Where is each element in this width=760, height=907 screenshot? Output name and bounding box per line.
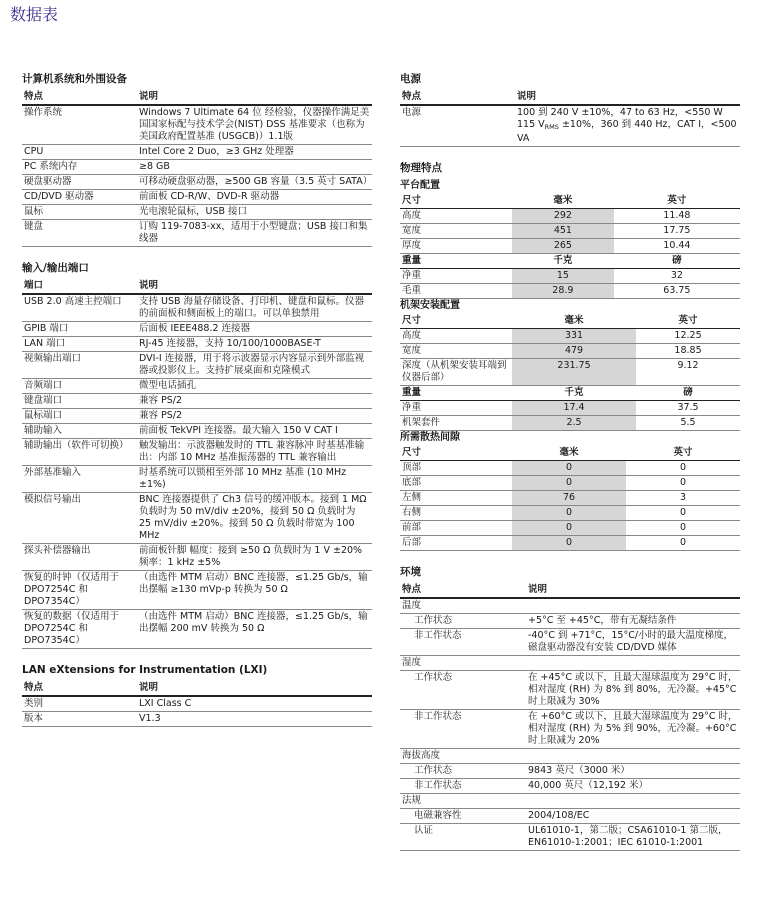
row-key: 工作状态 — [400, 671, 526, 710]
table-row — [22, 571, 372, 610]
row-key: 辅助输入 — [22, 424, 137, 439]
row-in: 0 — [626, 506, 740, 521]
col-header-dim: 尺寸 — [400, 446, 512, 461]
col-header-in: 英寸 — [636, 314, 740, 329]
row-key: 左侧 — [400, 491, 512, 506]
table-row — [400, 671, 740, 710]
row-key: 非工作状态 — [400, 779, 526, 794]
row-key: 操作系统 — [22, 105, 137, 145]
row-key: 顶部 — [400, 461, 512, 476]
row-in: 0 — [626, 521, 740, 536]
row-value: 在 +60°C 或以下，且最大湿球温度为 29°C 时，相对湿度 (RH) 为 5% 到 90%，无冷凝。+60°C 时上限减为 20% — [526, 710, 740, 749]
row-mm: 0 — [512, 506, 626, 521]
row-key: 键盘端口 — [22, 394, 137, 409]
section-heading-env: 环境 — [400, 566, 421, 578]
category-temperature: 温度 — [400, 598, 740, 614]
row-key: 宽度 — [400, 224, 512, 239]
table-row — [400, 476, 740, 491]
row-in: 0 — [626, 461, 740, 476]
row-mm: 0 — [512, 521, 626, 536]
row-key: 鼠标端口 — [22, 409, 137, 424]
table-row — [400, 344, 740, 359]
row-key: 后部 — [400, 536, 512, 551]
category-humidity: 湿度 — [400, 656, 740, 671]
table-row — [400, 461, 740, 476]
table-row — [400, 779, 740, 794]
row-key: 工作状态 — [400, 764, 526, 779]
row-key: 深度（从机架安装耳端到仪器后部） — [400, 359, 512, 386]
row-key: 恢复的数据（仅适用于 DPO7254C 和 DPO7354C） — [22, 610, 137, 649]
row-kg: 17.4 — [512, 401, 636, 416]
row-in: 3 — [626, 491, 740, 506]
row-key: 外部基准输入 — [22, 466, 137, 493]
row-kg: 15 — [512, 269, 614, 284]
col-header-in: 英寸 — [626, 446, 740, 461]
row-in: 0 — [626, 536, 740, 551]
row-key: 净重 — [400, 269, 512, 284]
table-row — [22, 424, 372, 439]
row-key: CPU — [22, 145, 137, 160]
table-row — [400, 239, 740, 254]
row-key: 毛重 — [400, 284, 512, 299]
row-value: -40°C 到 +71°C，15°C/小时的最大温度梯度，磁盘驱动器没有安装 CD/DVD 媒体 — [526, 629, 740, 656]
row-value: 40,000 英尺（12,192 米） — [526, 779, 740, 794]
row-key: 净重 — [400, 401, 512, 416]
table-row — [400, 749, 740, 764]
table-row — [22, 439, 372, 466]
row-mm: 479 — [512, 344, 636, 359]
col-header-weight: 重量 — [400, 254, 512, 269]
row-value: 触发输出：示波器触发时的 TTL 兼容脉冲 时基基准输出：内部 10 MHz 基准振荡器的 TTL 兼容输出 — [137, 439, 372, 466]
category-altitude: 海拔高度 — [400, 749, 740, 764]
row-lb: 37.5 — [636, 401, 740, 416]
row-key: LAN 端口 — [22, 337, 137, 352]
row-mm: 0 — [512, 536, 626, 551]
io-section — [22, 261, 372, 649]
right-column — [400, 72, 740, 865]
row-key: 非工作状态 — [400, 710, 526, 749]
row-lb: 63.75 — [614, 284, 740, 299]
table-row — [22, 379, 372, 394]
row-key: 前部 — [400, 521, 512, 536]
row-key: 工作状态 — [400, 614, 526, 629]
col-header-dim: 尺寸 — [400, 194, 512, 209]
row-value: Windows 7 Ultimate 64 位 经检验，仪器操作满足美国国家标配与技术学会(NIST) DSS 基准要求（也称为美国政府配置基准 (USGCB)）1.1版 — [137, 105, 372, 145]
row-value: BNC 连接器提供了 Ch3 信号的缓冲版本。接到 1 MΩ 负载时为 50 mV/div ±20%，接到 50 Ω 负载时为 25 mV/div ±20%。接到 50 Ω 负载时带宽为 100 MHz — [137, 493, 372, 544]
page-title: 数据表 — [10, 5, 59, 24]
row-key: 音频端口 — [22, 379, 137, 394]
col-header-feature: 特点 — [400, 90, 515, 105]
row-key: USB 2.0 高速主控端口 — [22, 294, 137, 322]
row-kg: 28.9 — [512, 284, 614, 299]
row-value: V1.3 — [137, 712, 372, 727]
row-in: 10.44 — [614, 239, 740, 254]
table-row — [400, 224, 740, 239]
power-line-1: 100 到 240 V ±10%，47 to 63 Hz，<550 W — [517, 107, 723, 118]
table-row — [400, 629, 740, 656]
table-row — [22, 175, 372, 190]
section-heading-io: 输入/输出端口 — [22, 262, 89, 274]
table-row — [400, 536, 740, 551]
env-table — [400, 583, 740, 851]
row-value: DVI-I 连接器，用于将示波器显示内容显示到外部监视器或投影仪上。支持扩展桌面和克隆模式 — [137, 352, 372, 379]
col-header-desc: 说明 — [526, 583, 740, 598]
table-row — [22, 466, 372, 493]
row-key: 版本 — [22, 712, 137, 727]
table-row — [22, 493, 372, 544]
table-row — [22, 190, 372, 205]
table-row — [22, 160, 372, 175]
power-line-2 — [517, 119, 738, 145]
row-mm: 265 — [512, 239, 614, 254]
row-value: 后面板 IEEE488.2 连接器 — [137, 322, 372, 337]
row-key: 高度 — [400, 209, 512, 224]
subheading-clearance: 所需散热间隙 — [400, 432, 460, 443]
table-row — [22, 322, 372, 337]
row-key: 非工作状态 — [400, 629, 526, 656]
clearance-table — [400, 446, 740, 551]
row-in: 0 — [626, 476, 740, 491]
row-key: GPIB 端口 — [22, 322, 137, 337]
subheading-bench: 平台配置 — [400, 180, 440, 191]
col-header-kg: 千克 — [512, 386, 636, 401]
row-value: 在 +45°C 或以下，且最大湿球温度为 29°C 时，相对湿度 (RH) 为 8% 到 80%，无冷凝。+45°C 时上限减为 30% — [526, 671, 740, 710]
table-row — [22, 337, 372, 352]
rack-table — [400, 314, 740, 431]
row-in: 11.48 — [614, 209, 740, 224]
row-key: 辅助输出（软件可切换） — [22, 439, 137, 466]
row-value: 前面板 TekVPI 连接器。最大输入 150 V CAT I — [137, 424, 372, 439]
row-in: 17.75 — [614, 224, 740, 239]
row-value: 时基系统可以锁相至外部 10 MHz 基准 (10 MHz ±1%) — [137, 466, 372, 493]
table-row — [400, 824, 740, 851]
row-value: 支持 USB 海量存储设备、打印机、键盘和鼠标。仪器的前面板和侧面板上的端口。可以单独禁用 — [137, 294, 372, 322]
row-key: 键盘 — [22, 220, 137, 247]
row-value: 光电滚轮鼠标，USB 接口 — [137, 205, 372, 220]
col-header-kg: 千克 — [512, 254, 614, 269]
col-header-port: 端口 — [22, 279, 137, 294]
table-row — [400, 764, 740, 779]
col-header-weight: 重量 — [400, 386, 512, 401]
table-row — [22, 205, 372, 220]
category-regulatory: 法规 — [400, 794, 740, 809]
table-row — [22, 610, 372, 649]
table-row — [400, 209, 740, 224]
row-value: （由选件 MTM 启动）BNC 连接器，≤1.25 Gb/s，输出摆幅 200 mV 转换为 50 Ω — [137, 610, 372, 649]
table-row — [22, 394, 372, 409]
row-mm: 76 — [512, 491, 626, 506]
io-table — [22, 279, 372, 649]
row-key: 探头补偿器输出 — [22, 544, 137, 571]
table-row — [22, 145, 372, 160]
row-value: 9843 英尺（3000 米） — [526, 764, 740, 779]
row-value: UL61010-1，第二版；CSA61010-1 第二版，EN61010-1:2001；IEC 61010-1:2001 — [526, 824, 740, 851]
row-lb: 5.5 — [636, 416, 740, 431]
table-row — [400, 329, 740, 344]
table-row — [400, 269, 740, 284]
table-row — [400, 794, 740, 809]
row-value: +5°C 至 +45°C，带有无凝结条件 — [526, 614, 740, 629]
row-mm: 231.75 — [512, 359, 636, 386]
row-key: 厚度 — [400, 239, 512, 254]
table-row — [22, 105, 372, 145]
table-row — [400, 656, 740, 671]
row-value: 前面板针脚 幅度：接到 ≥50 Ω 负载时为 1 V ±20% 频率：1 kHz ±5% — [137, 544, 372, 571]
lxi-section — [22, 663, 372, 727]
row-key: CD/DVD 驱动器 — [22, 190, 137, 205]
power-section — [400, 72, 740, 147]
col-header-feature: 特点 — [400, 583, 526, 598]
computer-section — [22, 72, 372, 247]
env-section — [400, 565, 740, 851]
row-mm: 292 — [512, 209, 614, 224]
row-value: 可移动硬盘驱动器，≥500 GB 容量（3.5 英寸 SATA） — [137, 175, 372, 190]
table-row — [400, 359, 740, 386]
row-key: 视频输出端口 — [22, 352, 137, 379]
row-key: 电源 — [400, 105, 515, 147]
row-mm: 451 — [512, 224, 614, 239]
table-row — [400, 521, 740, 536]
row-in: 12.25 — [636, 329, 740, 344]
row-key: 认证 — [400, 824, 526, 851]
section-heading-lxi: LAN eXtensions for Instrumentation (LXI) — [22, 664, 268, 676]
row-key: 底部 — [400, 476, 512, 491]
subheading-rack: 机架安装配置 — [400, 300, 460, 311]
row-key: PC 系统内存 — [22, 160, 137, 175]
bench-table — [400, 194, 740, 299]
rms-subscript: RMS — [544, 123, 559, 131]
power-voltage: 115 V — [517, 119, 545, 130]
table-row — [400, 491, 740, 506]
col-header-mm: 毫米 — [512, 194, 614, 209]
col-header-feature: 特点 — [22, 90, 137, 105]
table-row — [22, 294, 372, 322]
row-value: Intel Core 2 Duo，≥3 GHz 处理器 — [137, 145, 372, 160]
row-value: （由选件 MTM 启动）BNC 连接器，≤1.25 Gb/s，输出摆幅 ≥130 mVp-p 转换为 50 Ω — [137, 571, 372, 610]
physical-section — [400, 161, 740, 551]
row-mm: 0 — [512, 461, 626, 476]
row-in: 18.85 — [636, 344, 740, 359]
table-row — [400, 105, 740, 147]
row-key: 电磁兼容性 — [400, 809, 526, 824]
computer-table — [22, 90, 372, 247]
table-row — [400, 416, 740, 431]
table-row — [400, 710, 740, 749]
table-row — [22, 696, 372, 712]
left-column — [22, 72, 372, 741]
row-value — [515, 105, 740, 147]
row-in: 9.12 — [636, 359, 740, 386]
row-value: 微型电话插孔 — [137, 379, 372, 394]
table-row — [400, 284, 740, 299]
table-row — [22, 712, 372, 727]
lxi-table — [22, 681, 372, 727]
row-value: ≥8 GB — [137, 160, 372, 175]
table-row — [22, 352, 372, 379]
section-heading-computer: 计算机系统和外围设备 — [22, 73, 127, 85]
col-header-lb: 磅 — [636, 386, 740, 401]
row-kg: 2.5 — [512, 416, 636, 431]
col-header-desc: 说明 — [137, 681, 372, 696]
row-key: 右侧 — [400, 506, 512, 521]
table-row — [22, 544, 372, 571]
col-header-lb: 磅 — [614, 254, 740, 269]
table-row — [22, 220, 372, 247]
row-key: 机架套件 — [400, 416, 512, 431]
col-header-desc: 说明 — [515, 90, 740, 105]
col-header-mm: 毫米 — [512, 446, 626, 461]
row-key: 鼠标 — [22, 205, 137, 220]
row-value: RJ-45 连接器，支持 10/100/1000BASE-T — [137, 337, 372, 352]
power-detail: ±10%，360 到 440 Hz，CAT I，<500 VA — [517, 119, 737, 144]
row-mm: 0 — [512, 476, 626, 491]
row-value: 2004/108/EC — [526, 809, 740, 824]
section-heading-physical: 物理特点 — [400, 162, 442, 174]
row-key: 高度 — [400, 329, 512, 344]
col-header-mm: 毫米 — [512, 314, 636, 329]
row-key: 恢复的时钟（仅适用于 DPO7254C 和 DPO7354C） — [22, 571, 137, 610]
row-value: 订购 119-7083-xx，适用于小型键盘；USB 接口和集线器 — [137, 220, 372, 247]
row-mm: 331 — [512, 329, 636, 344]
row-value: 兼容 PS/2 — [137, 409, 372, 424]
col-header-in: 英寸 — [614, 194, 740, 209]
row-key: 类别 — [22, 696, 137, 712]
table-row — [400, 506, 740, 521]
row-lb: 32 — [614, 269, 740, 284]
row-key: 硬盘驱动器 — [22, 175, 137, 190]
row-value: 兼容 PS/2 — [137, 394, 372, 409]
row-value: 前面板 CD-R/W、DVD-R 驱动器 — [137, 190, 372, 205]
section-heading-power: 电源 — [400, 73, 421, 85]
col-header-dim: 尺寸 — [400, 314, 512, 329]
row-value: LXI Class C — [137, 696, 372, 712]
power-table — [400, 90, 740, 147]
row-key: 模拟信号输出 — [22, 493, 137, 544]
col-header-feature: 特点 — [22, 681, 137, 696]
table-row — [400, 809, 740, 824]
col-header-desc: 说明 — [137, 90, 372, 105]
table-row — [400, 614, 740, 629]
row-key: 宽度 — [400, 344, 512, 359]
table-row — [22, 409, 372, 424]
table-row — [400, 401, 740, 416]
table-row — [400, 598, 740, 614]
col-header-desc: 说明 — [137, 279, 372, 294]
